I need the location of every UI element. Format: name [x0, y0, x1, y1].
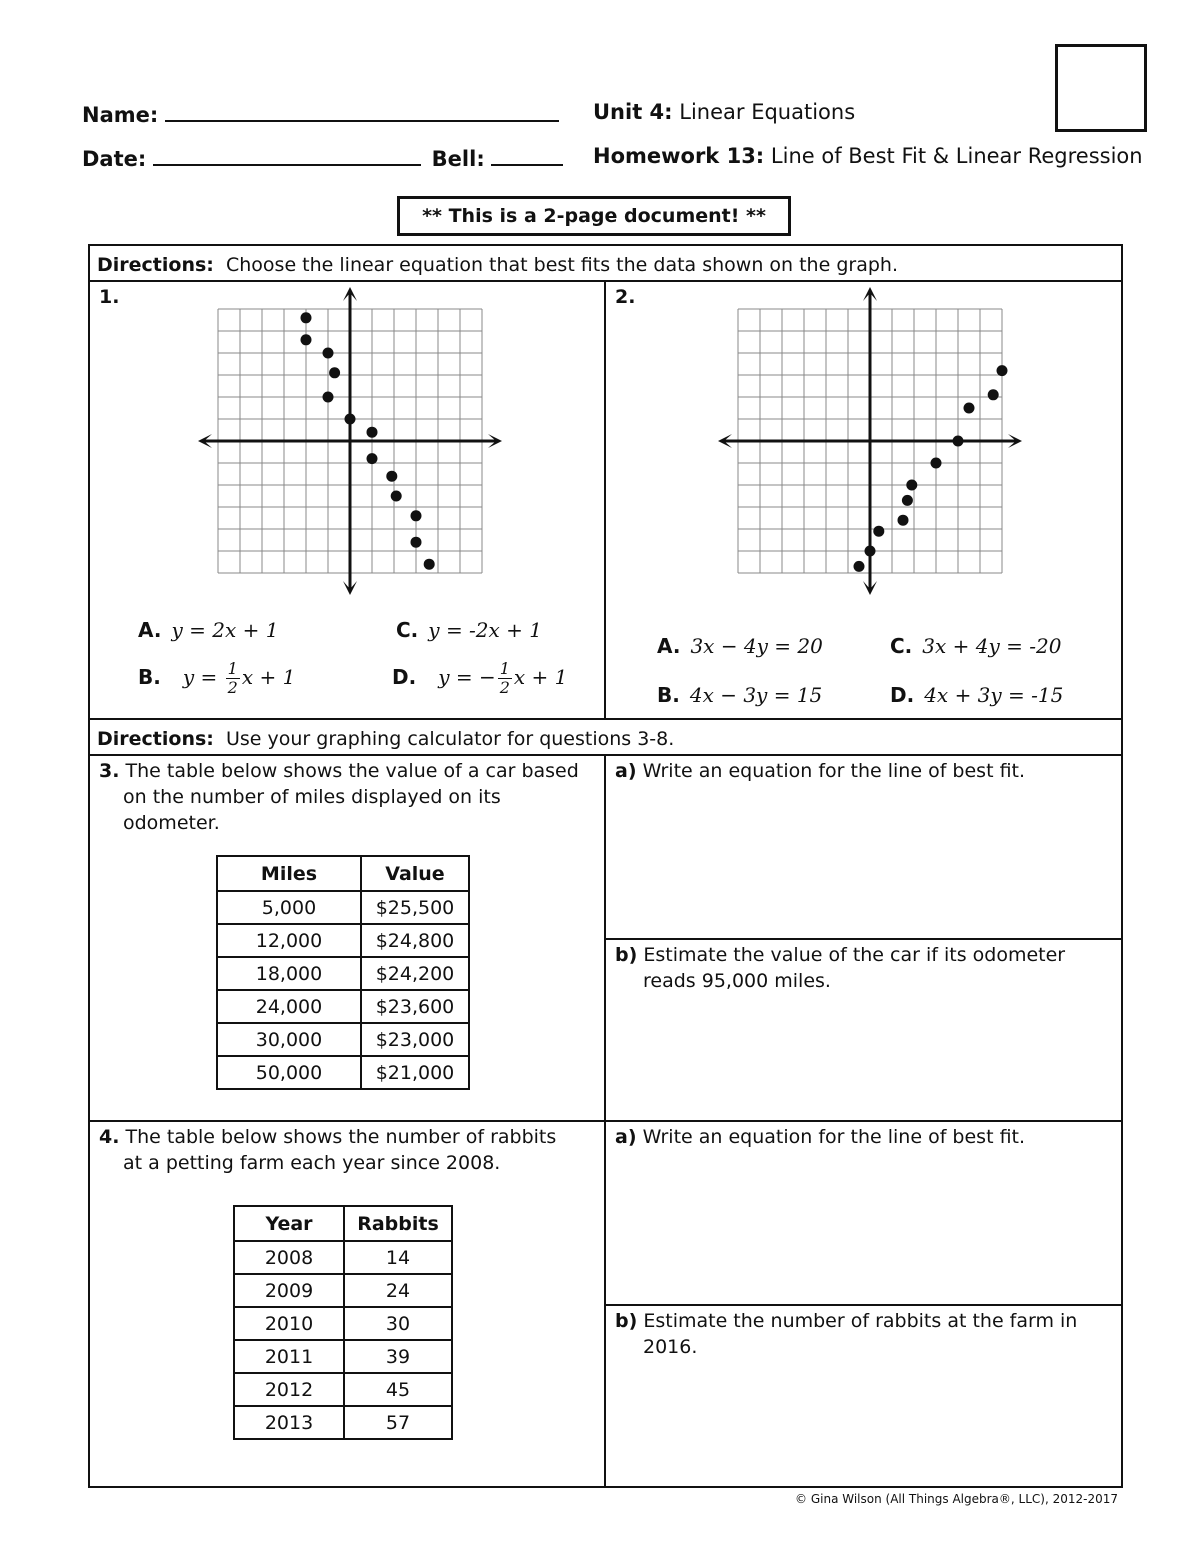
table-header: Rabbits: [344, 1206, 452, 1241]
date-field[interactable]: [82, 144, 563, 171]
fraction-denominator: 2: [227, 678, 238, 697]
choice-equation: 4x + 3y = -15: [924, 683, 1064, 707]
q2-choice-d[interactable]: [890, 683, 1063, 707]
part-label: a): [615, 1126, 637, 1148]
homework-title: Line of Best Fit & Linear Regression: [770, 144, 1143, 168]
directions-text: Use your graphing calculator for questions 3-8.: [225, 728, 675, 750]
data-point: [424, 559, 435, 570]
table-cell: 2013: [234, 1406, 344, 1439]
part-text: Write an equation for the line of best fit.: [642, 1126, 1026, 1148]
q1-choice-c[interactable]: [396, 618, 542, 642]
data-point: [997, 365, 1008, 376]
data-point: [898, 515, 909, 526]
table-cell: $24,800: [361, 924, 469, 957]
table-cell: 24: [344, 1274, 452, 1307]
table-cell: 57: [344, 1406, 452, 1439]
table-header: Value: [361, 856, 469, 891]
q3-part-b: [615, 942, 1090, 994]
data-point: [367, 427, 378, 438]
question-4-prompt: [99, 1124, 579, 1176]
fraction: [226, 660, 240, 697]
data-point: [953, 436, 964, 447]
table-cell: 2008: [234, 1241, 344, 1274]
table-header: Year: [234, 1206, 344, 1241]
choice-label: B.: [657, 683, 680, 707]
bell-label: Bell:: [431, 147, 485, 171]
fraction-denominator: 2: [499, 678, 510, 697]
table-cell: 2012: [234, 1373, 344, 1406]
table-cell: 30,000: [217, 1023, 361, 1056]
data-point: [854, 561, 865, 572]
choice-label: D.: [890, 683, 915, 707]
fraction-numerator: 1: [499, 659, 510, 678]
unit-label: Unit 4:: [593, 100, 673, 124]
data-points-q2: [854, 365, 1008, 572]
table-cell: 2009: [234, 1274, 344, 1307]
data-point: [391, 491, 402, 502]
directions-text: Choose the linear equation that best fits the data shown on the graph.: [225, 254, 898, 276]
q1-choice-b[interactable]: [138, 660, 295, 697]
q4-part-b: [615, 1308, 1090, 1360]
q2-choice-a[interactable]: [657, 634, 823, 658]
part-label: b): [615, 1310, 638, 1332]
table-cell: 14: [344, 1241, 452, 1274]
choice-equation: y = -2x + 1: [428, 618, 543, 642]
part-text: Write an equation for the line of best fit.: [642, 760, 1026, 782]
fraction: [498, 660, 512, 697]
data-point: [873, 526, 884, 537]
directions-1: [97, 252, 898, 278]
choice-equation-start: y =: [182, 665, 224, 689]
data-point: [323, 392, 334, 403]
question-3-prompt: [99, 758, 589, 836]
data-point: [865, 546, 876, 557]
data-point: [301, 312, 312, 323]
choice-equation-end: x + 1: [241, 665, 296, 689]
q1-choice-a[interactable]: [138, 618, 278, 642]
choice-equation-start: y = −: [438, 665, 496, 689]
choice-label: C.: [890, 634, 913, 658]
q3-part-a: [615, 758, 1105, 784]
choice-equation-end: x + 1: [513, 665, 568, 689]
data-point: [323, 348, 334, 359]
choice-label: B.: [138, 665, 161, 689]
table-cell: $21,000: [361, 1056, 469, 1089]
table-row: [234, 1274, 452, 1307]
question-2-number: 2.: [615, 286, 636, 308]
data-point: [345, 414, 356, 425]
part-text: Estimate the number of rabbits at the farm in 2016.: [643, 1310, 1078, 1358]
homework-label: Homework 13:: [593, 144, 765, 168]
choice-equation: y = 2x + 1: [171, 618, 279, 642]
name-field[interactable]: [82, 100, 559, 127]
table-cell: $23,000: [361, 1023, 469, 1056]
directions-2: [97, 726, 674, 752]
directions-label: Directions:: [97, 254, 214, 276]
question-3-text: The table below shows the value of a car based on the number of miles displayed on its odometer.: [123, 760, 579, 834]
question-3-number: 3.: [99, 760, 120, 782]
q2-choice-b[interactable]: [657, 683, 822, 707]
part-label: a): [615, 760, 637, 782]
q1-choice-d[interactable]: [392, 660, 567, 697]
table-cell: 39: [344, 1340, 452, 1373]
data-point: [931, 458, 942, 469]
data-point: [367, 453, 378, 464]
graph-q2: [710, 284, 1030, 600]
divider: [88, 718, 1123, 720]
table-cell: 12,000: [217, 924, 361, 957]
choice-equation: 3x + 4y = -20: [922, 634, 1062, 658]
car-value-table: [216, 855, 470, 1090]
table-cell: 18,000: [217, 957, 361, 990]
data-point: [411, 510, 422, 521]
data-point: [301, 334, 312, 345]
table-row: [217, 990, 469, 1023]
table-cell: 2011: [234, 1340, 344, 1373]
data-point: [964, 403, 975, 414]
date-label: Date:: [82, 147, 147, 171]
table-row: [234, 1406, 452, 1439]
data-point: [329, 367, 340, 378]
two-page-banner: ** This is a 2-page document! **: [397, 196, 791, 236]
table-cell: 24,000: [217, 990, 361, 1023]
q2-choice-c[interactable]: [890, 634, 1061, 658]
fraction-numerator: 1: [227, 659, 238, 678]
question-4-text: The table below shows the number of rabbits at a petting farm each year since 2008.: [123, 1126, 557, 1174]
data-point: [386, 471, 397, 482]
name-line[interactable]: [165, 100, 559, 122]
bell-line[interactable]: [491, 144, 563, 166]
divider: [88, 1120, 1123, 1122]
data-point: [411, 537, 422, 548]
table-cell: 2010: [234, 1307, 344, 1340]
table-cell: $23,600: [361, 990, 469, 1023]
axes-q1: [198, 287, 502, 595]
data-point: [988, 389, 999, 400]
table-cell: 45: [344, 1373, 452, 1406]
table-header: Miles: [217, 856, 361, 891]
unit-heading: [593, 100, 855, 124]
table-row: [217, 924, 469, 957]
part-text: Estimate the value of the car if its odometer reads 95,000 miles.: [643, 944, 1066, 992]
table-row: [217, 957, 469, 990]
table-row: [217, 891, 469, 924]
date-line[interactable]: [153, 144, 421, 166]
divider: [604, 1304, 1123, 1306]
data-point: [906, 480, 917, 491]
table-cell: $24,200: [361, 957, 469, 990]
unit-title: Linear Equations: [679, 100, 856, 124]
directions-label: Directions:: [97, 728, 214, 750]
question-1-number: 1.: [99, 286, 120, 308]
table-row: [234, 1373, 452, 1406]
question-4-number: 4.: [99, 1126, 120, 1148]
table-cell: 5,000: [217, 891, 361, 924]
table-row: [234, 1241, 452, 1274]
table-cell: $25,500: [361, 891, 469, 924]
rabbits-table: [233, 1205, 453, 1440]
table-row: [217, 1023, 469, 1056]
name-label: Name:: [82, 103, 159, 127]
divider: [604, 938, 1123, 940]
choice-equation: 4x − 3y = 15: [689, 683, 823, 707]
choice-label: D.: [392, 665, 417, 689]
choice-label: A.: [657, 634, 681, 658]
table-row: [234, 1340, 452, 1373]
part-label: b): [615, 944, 638, 966]
table-row: [234, 1307, 452, 1340]
table-row: [217, 1056, 469, 1089]
homework-heading: [593, 144, 1143, 168]
graph-q1: [190, 284, 510, 600]
choice-label: C.: [396, 618, 419, 642]
copyright: © Gina Wilson (All Things Algebra®, LLC), 2012-2017: [795, 1492, 1118, 1506]
choice-label: A.: [138, 618, 162, 642]
q4-part-a: [615, 1124, 1105, 1150]
table-cell: 50,000: [217, 1056, 361, 1089]
choice-equation: 3x − 4y = 20: [690, 634, 823, 658]
score-box[interactable]: [1055, 44, 1147, 132]
table-cell: 30: [344, 1307, 452, 1340]
divider: [604, 280, 606, 718]
data-point: [902, 495, 913, 506]
